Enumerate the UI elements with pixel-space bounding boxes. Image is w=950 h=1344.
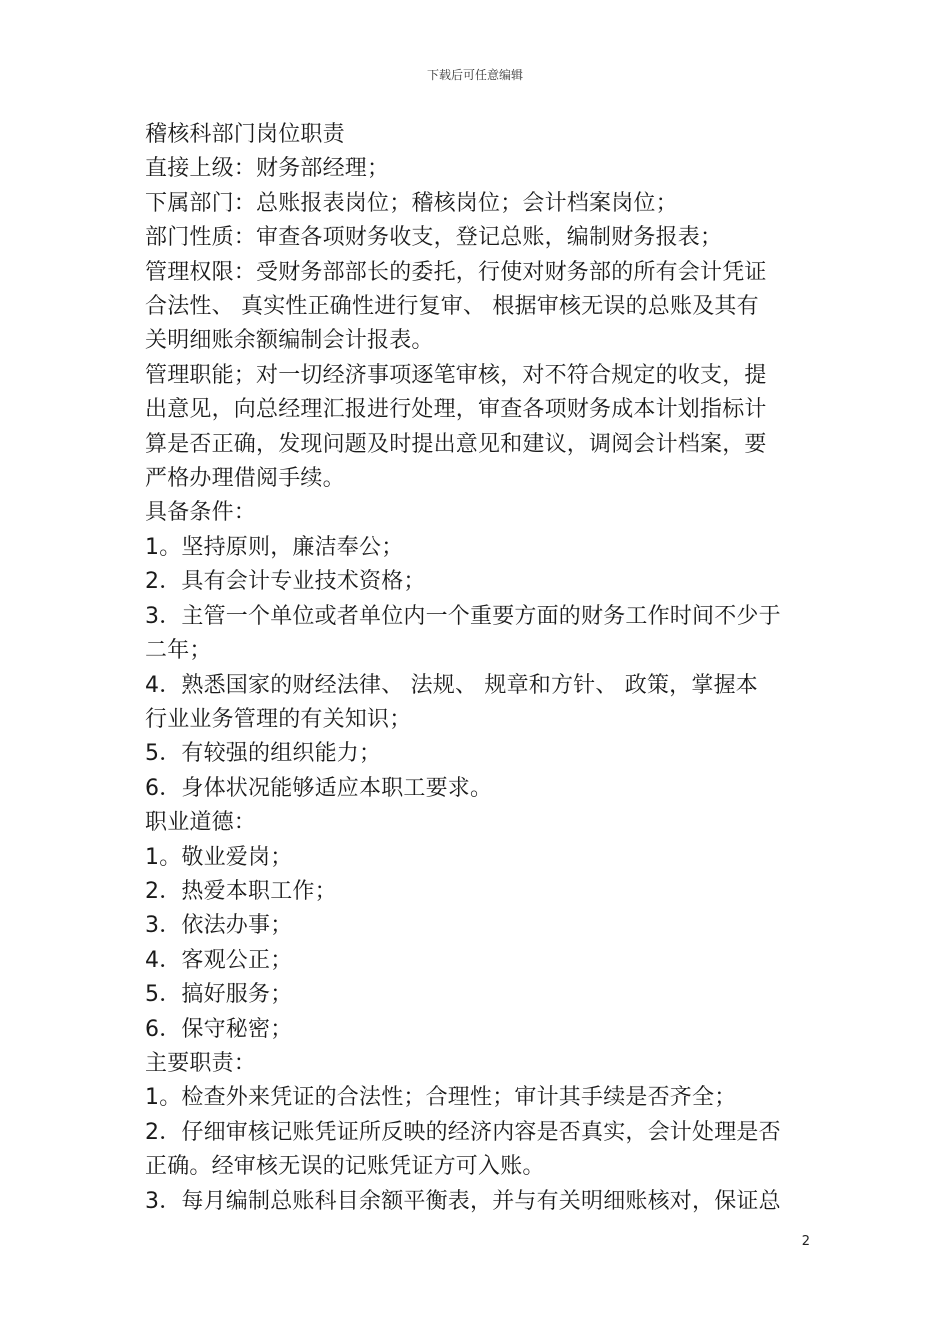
list-item: 3．依法办事；: [145, 913, 293, 939]
text-line: 算是否正确，发现问题及时提出意见和建议，调阅会计档案，要: [145, 431, 767, 457]
text-line: 严格办理借阅手续。: [145, 466, 345, 492]
list-item: 1。敬业爱岗；: [145, 844, 293, 870]
list-item: 3．主管一个单位或者单位内一个重要方面的财务工作时间不少于: [145, 603, 781, 629]
list-item: 2．具有会计专业技术资格；: [145, 569, 426, 595]
list-item: 1。坚持原则，廉洁奉公；: [145, 534, 404, 560]
section-heading: 主要职责：: [145, 1050, 257, 1076]
list-item: 3．每月编制总账科目余额平衡表，并与有关明细账核对，保证总: [145, 1188, 781, 1214]
text-line: 直接上级：财务部经理；: [145, 156, 390, 182]
list-item: 5．搞好服务；: [145, 982, 293, 1008]
document-body: [145, 118, 810, 1219]
list-item: 6．身体状况能够适应本职工要求。: [145, 775, 493, 801]
page-number: 2: [801, 1234, 810, 1249]
document-title: 稽核科部门岗位职责: [145, 122, 345, 147]
text-line: 管理职能；对一切经济事项逐笔审核，对不符合规定的收支，提: [145, 362, 767, 388]
text-line: 出意见，向总经理汇报进行处理，审查各项财务成本计划指标计: [145, 397, 767, 423]
list-item: 4．客观公正；: [145, 947, 293, 973]
list-item: 5．有较强的组织能力；: [145, 741, 382, 767]
list-item: 2．热爱本职工作；: [145, 878, 337, 904]
list-item: 1。检查外来凭证的合法性；合理性；审计其手续是否齐全；: [145, 1085, 737, 1111]
list-item: 6．保守秘密；: [145, 1016, 293, 1042]
section-heading: 职业道德：: [145, 810, 257, 836]
list-item-continuation: 正确。经审核无误的记账凭证方可入账。: [145, 1154, 545, 1180]
text-line: 关明细账余额编制会计报表。: [145, 328, 434, 354]
text-line: 下属部门：总账报表岗位；稽核岗位；会计档案岗位；: [145, 190, 678, 216]
text-line: 合法性、 真实性正确性进行复审、 根据审核无误的总账及其有: [145, 294, 759, 320]
text-line: 部门性质：审查各项财务收支，登记总账，编制财务报表；: [145, 225, 723, 251]
text-line: 管理权限：受财务部部长的委托，行使对财务部的所有会计凭证: [145, 259, 767, 285]
section-heading: 具备条件：: [145, 500, 257, 526]
list-item-continuation: 行业业务管理的有关知识；: [145, 706, 412, 732]
list-item: 2．仔细审核记账凭证所反映的经济内容是否真实，会计处理是否: [145, 1119, 781, 1145]
header-note: 下载后可任意编辑: [426, 68, 523, 82]
list-item-continuation: 二年；: [145, 638, 212, 664]
list-item: 4．熟悉国家的财经法律、 法规、 规章和方针、 政策，掌握本: [145, 672, 758, 698]
